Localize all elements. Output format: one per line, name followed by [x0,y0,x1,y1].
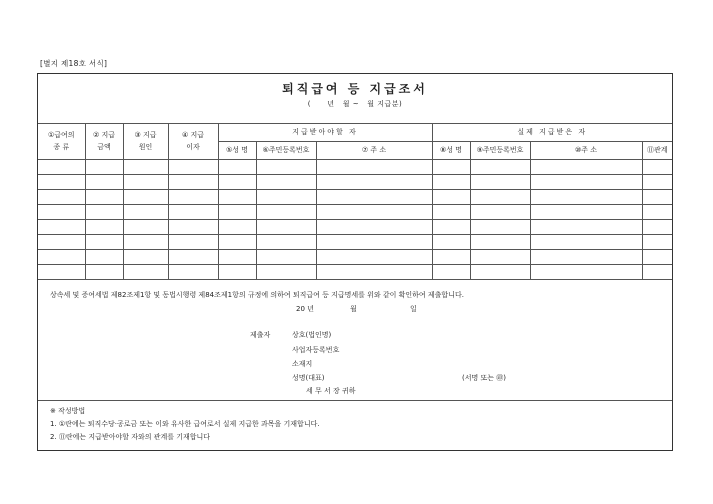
table-cell [256,220,316,235]
table-cell [432,205,470,220]
header-relation: ⑪관계 [642,142,672,160]
header-payee-address: ⑦ 주 소 [316,142,432,160]
biz-number-field: 사업자등록번호 [292,346,340,354]
table-row [38,220,672,235]
table-cell [642,190,672,205]
table-cell [530,250,642,265]
table-cell [85,265,123,280]
header-actual-id: ⑨주민등록번호 [470,142,530,160]
table-cell [642,160,672,175]
table-cell [432,175,470,190]
table-cell [530,190,642,205]
table-cell [256,190,316,205]
table-row [38,190,672,205]
table-cell [85,235,123,250]
table-cell [218,265,256,280]
table-cell [85,175,123,190]
table-cell [168,220,218,235]
note-item: 2. ⑪란에는 지급받아야할 자와의 관계를 기재합니다 [50,433,211,441]
representative-field: 성명(대표) [292,374,325,382]
table-row [38,160,672,175]
table-cell [432,250,470,265]
table-cell [432,235,470,250]
table-cell [470,175,530,190]
table-cell [432,190,470,205]
table-cell [256,205,316,220]
form-label: [별지 제18호 서식] [40,59,108,68]
table-cell [168,190,218,205]
header-group-payee: 지급받아야할 자 [218,124,432,142]
company-name-field: 상호(법인명) [292,331,332,339]
table-cell [123,205,168,220]
table-cell [85,160,123,175]
table-cell [316,250,432,265]
table-cell [38,235,85,250]
table-cell [256,250,316,265]
table-cell [38,160,85,175]
table-row [38,235,672,250]
table-cell [432,160,470,175]
header-payee-id: ⑥주민등록번호 [256,142,316,160]
table-cell [85,220,123,235]
header-pay-interest: ④ 지급 이자 [168,124,218,160]
table-cell [316,175,432,190]
table-cell [316,205,432,220]
table-cell [256,175,316,190]
table-cell [168,265,218,280]
table-cell [218,220,256,235]
table-cell [316,190,432,205]
table-cell [168,175,218,190]
table-cell [85,250,123,265]
table-cell [530,175,642,190]
page-title: 퇴직급여 등 지급조서 [282,82,428,96]
table-cell [218,235,256,250]
table-cell [432,220,470,235]
table-cell [123,235,168,250]
table-cell [530,205,642,220]
table-cell [642,250,672,265]
table-cell [470,190,530,205]
notes-divider [38,400,672,401]
table-cell [470,235,530,250]
table-cell [218,160,256,175]
submit-date: 20 년 월 일 [296,305,417,313]
table-cell [642,175,672,190]
table-cell [38,205,85,220]
table-cell [85,190,123,205]
table-cell [256,235,316,250]
table-cell [123,220,168,235]
table-cell [38,175,85,190]
table-cell [168,235,218,250]
table-cell [218,250,256,265]
table-cell [316,160,432,175]
table-cell [530,160,642,175]
table-cell [168,160,218,175]
table-cell [168,250,218,265]
header-pay-cause: ③ 지급 원인 [123,124,168,160]
table-cell [123,190,168,205]
header-actual-name: ⑧성 명 [432,142,470,160]
notes-title: ※ 작성방법 [50,407,86,415]
table-cell [85,205,123,220]
table-cell [642,220,672,235]
confirmation-text: 상속세 및 증여세법 제82조제1항 및 동법시행령 제84조제1항의 규정에 의하여 퇴직급여 등 지급명세를 위와 같이 확인하여 제출합니다. [50,291,464,299]
table-cell [432,265,470,280]
table-cell [123,175,168,190]
submitter-label: 제출자 [250,331,271,339]
table-cell [530,220,642,235]
table-cell [316,220,432,235]
table-row [38,250,672,265]
table-cell [470,220,530,235]
table-cell [470,160,530,175]
table-cell [168,205,218,220]
table-cell [218,205,256,220]
table-cell [316,265,432,280]
table-cell [38,265,85,280]
table-cell [316,235,432,250]
table-row [38,205,672,220]
table-cell [123,160,168,175]
period-line: ( 년 월 ~ 월 지급분) [307,100,403,108]
form-frame [37,73,673,451]
header-actual-address: ⑩주 소 [530,142,642,160]
table-cell [530,265,642,280]
table-cell [256,160,316,175]
table-cell [123,265,168,280]
table-cell [218,190,256,205]
table-cell [530,235,642,250]
table-cell [38,250,85,265]
address-field: 소재지 [292,360,313,368]
header-pay-amount: ② 지급 금액 [85,124,123,160]
table-cell [642,235,672,250]
table-cell [642,205,672,220]
signature-seal: (서명 또는 ㊞) [462,374,506,382]
header-group-actual: 실제 지급받은 자 [432,124,672,142]
writing-instructions [50,405,320,444]
table-row [38,175,672,190]
table-cell [642,265,672,280]
table-cell [38,220,85,235]
table-cell [218,175,256,190]
header-pay-type: ①급여의 종 류 [38,124,85,160]
payment-table [38,123,672,280]
recipient-office: 세 무 서 장 귀하 [306,387,356,395]
table-cell [123,250,168,265]
table-cell [470,265,530,280]
note-item: 1. ①란에는 퇴직수당·공로금 또는 이와 유사한 급여로서 실제 지급한 과목을 기재합니다. [50,420,320,428]
header-payee-name: ⑤성 명 [218,142,256,160]
table-cell [38,190,85,205]
table-cell [470,205,530,220]
table-cell [470,250,530,265]
table-row [38,265,672,280]
table-cell [256,265,316,280]
